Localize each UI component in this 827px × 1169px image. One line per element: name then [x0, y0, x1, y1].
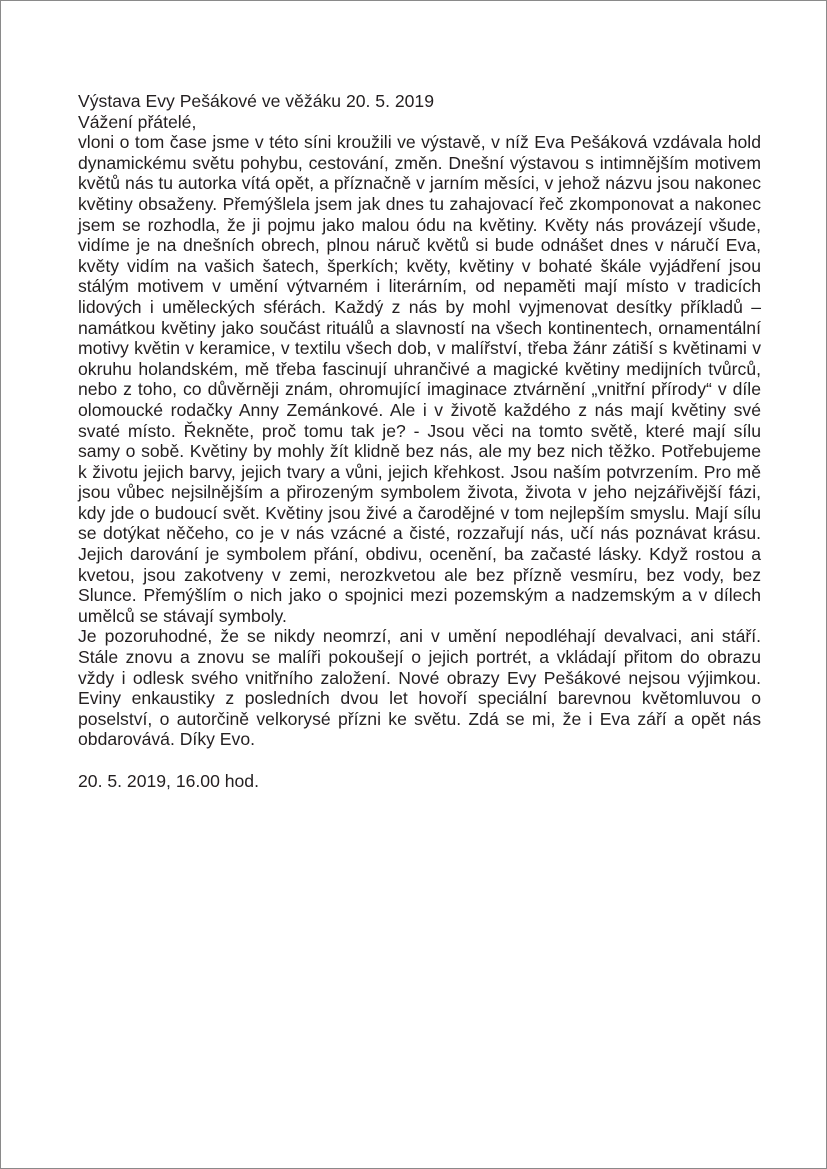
salutation: Vážení přátelé,	[78, 111, 197, 132]
date-line: 20. 5. 2019, 16.00 hod.	[78, 770, 259, 791]
document-body	[78, 91, 761, 791]
paragraph-2: Je pozoruhodné, že se nikdy neomrzí, ani v umění nepodléhají devalvaci, ani stáří. Stále znovu a znovu se malíři pokoušejí o jejich portrét, a vkládají přitom do obrazu vždy i odlesk svého vnitřního založení. Nové obrazy Evy Pešákové nejsou výjimkou. Eviny enkaustiky z posledních dvou let hovoří speciální barevnou květomluvou o poselství, o autorčině velkorysé přízni ke světu. Zdá se mi, že i Eva září a opět nás obdarovává. Díky Evo.	[78, 626, 761, 750]
document-title: Výstava Evy Pešákové ve věžáku 20. 5. 2019	[78, 91, 434, 111]
blank-line	[78, 750, 761, 771]
paragraph-1: vloni o tom čase jsme v této síni kroužili ve výstavě, v níž Eva Pešáková vzdávala hold dynamickému světu pohybu, cestování, změn. Dnešní výstavou s intimnějším motivem květů nás tu autorka vítá opět, a příznačně v jarním měsíci, v jehož názvu jsou nakonec květiny obsaženy. Přemýšlela jsem jak dnes tu zahajovací řeč zkomponovat a nakonec jsem se rozhodla, že ji pojmu jako malou ódu na květiny. Květy nás provázejí všude, vidíme je na dnešních obrech, plnou náruč květů si bude odnášet dnes v náručí Eva, květy vidím na vašich šatech, šperkích; květy, květiny v bohaté škále vyjádření jsou stálým motivem v umění výtvarném i literárním, od nepaměti mají místo v tradicích lidových i uměleckých sférách. Každý z nás by mohl vyjmenovat desítky příkladů – namátkou květiny jako součást rituálů a slavností na všech kontinentech, ornamentální motivy květin v keramice, v textilu všech dob, v malířství, třeba žánr zátiší s květinami v okruhu holandském, mě třeba fascinují uhrančivé a magické květiny medijních tvůrců, nebo z toho, co důvěrněji znám, ohromující imaginace ztvárnění „vnitřní přírody“ v díle olomoucké rodačky Anny Zemánkové. Ale i v životě každého z nás mají květiny své svaté místo. Řekněte, proč tomu tak je? - Jsou věci na tomto světě, které mají sílu samy o sobě. Květiny by mohly žít klidně bez nás, ale my bez nich těžko. Potřebujeme k životu jejich barvy, jejich tvary a vůni, jejich křehkost. Jsou naším potvrzením. Pro mě jsou vůbec nejsilnějším a přirozeným symbolem života, života v jeho nejzářivější fázi, kdy jde o budoucí svět. Květiny jsou živé a čarodějné v tom nejlepším smyslu. Mají sílu se dotýkat něčeho, co je v nás vzácné a čisté, rozzařují nás, učí nás poznávat krásu. Jejich darování je symbolem přání, obdivu, ocenění, ba začasté lásky. Když rostou a kvetou, jsou zakotveny v zemi, nerozkvetou ale bez přízně vesmíru, bez vody, bez Slunce. Přemýšlím o nich jako o spojnici mezi pozemským a nadzemským a v dílech umělců se stávají symboly.	[78, 132, 761, 626]
